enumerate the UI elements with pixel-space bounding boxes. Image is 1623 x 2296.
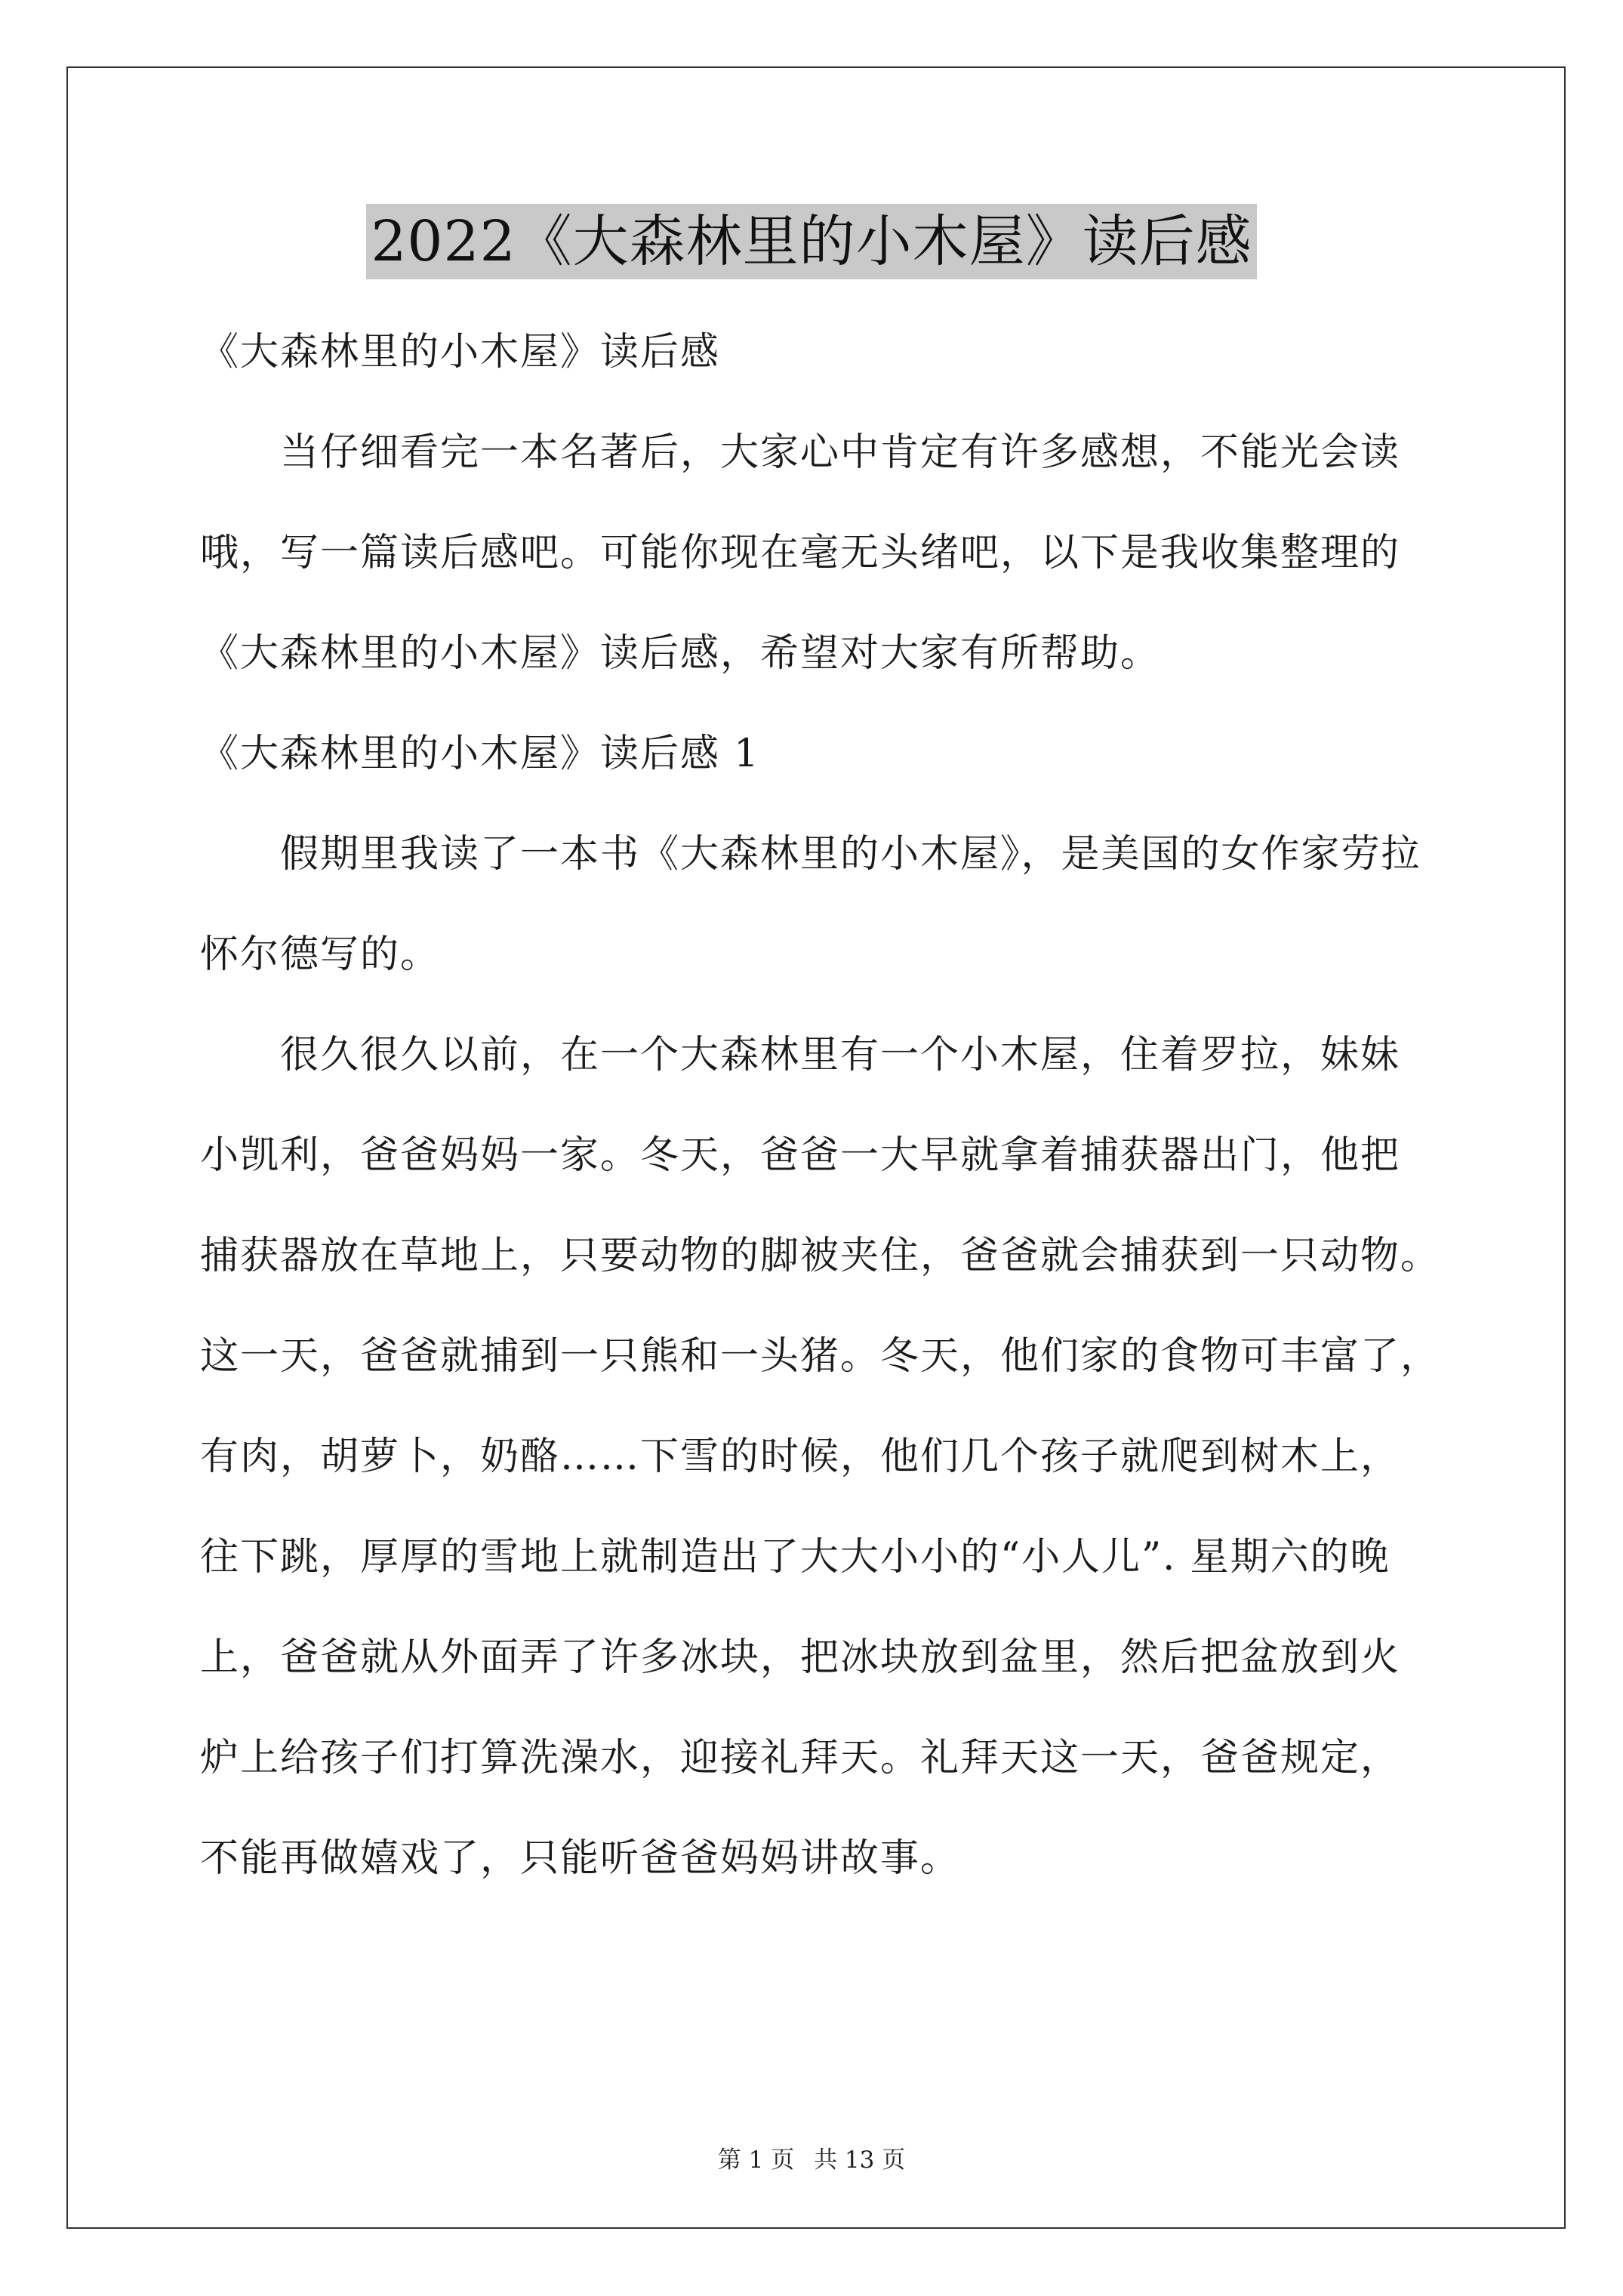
page-footer <box>0 2140 1623 2174</box>
paragraph-line: 炉上给孩子们打算洗澡水，迎接礼拜天。礼拜天这一天，爸爸规定， <box>200 1736 1401 1780</box>
section-heading: 《大森林里的小木屋》读后感 1 <box>200 732 760 776</box>
page-number-current: 第 1 页 <box>717 2147 795 2174</box>
paragraph-line: 这一天，爸爸就捕到一只熊和一头猪。冬天，他们家的食物可丰富了， <box>200 1334 1441 1379</box>
paragraph-line: 当仔细看完一本名著后，大家心中肯定有许多感想，不能光会读 <box>200 430 1401 475</box>
paragraph-line: 捕获器放在草地上，只要动物的脚被夹住，爸爸就会捕获到一只动物。 <box>200 1234 1441 1278</box>
heading-line: 《大森林里的小木屋》读后感 <box>200 330 721 374</box>
paragraph-line: 很久很久以前，在一个大森林里有一个小木屋，住着罗拉，妹妹 <box>200 1033 1401 1077</box>
paragraph-line: 哦，写一篇读后感吧。可能你现在毫无头绪吧，以下是我收集整理的 <box>200 531 1401 575</box>
paragraph-line: 不能再做嬉戏了，只能听爸爸妈妈讲故事。 <box>200 1836 961 1881</box>
paragraph-line: 怀尔德写的。 <box>200 932 441 977</box>
document-title: 2022《大森林里的小木屋》读后感 <box>366 204 1256 279</box>
paragraph-line: 有肉，胡萝卜，奶酪……下雪的时候，他们几个孩子就爬到树木上， <box>200 1435 1401 1479</box>
title-container <box>0 204 1623 279</box>
page-number-total: 共 13 页 <box>814 2147 906 2174</box>
paragraph-line: 《大森林里的小木屋》读后感，希望对大家有所帮助。 <box>200 631 1161 676</box>
document-body <box>200 302 1441 1909</box>
paragraph-line: 往下跳，厚厚的雪地上就制造出了大大小小的“小人儿”. 星期六的晚 <box>200 1535 1390 1579</box>
paragraph-line: 假期里我读了一本书《大森林里的小木屋》，是美国的女作家劳拉 <box>200 832 1421 877</box>
paragraph-line: 上，爸爸就从外面弄了许多冰块，把冰块放到盆里，然后把盆放到火 <box>200 1635 1401 1680</box>
paragraph-line: 小凯利，爸爸妈妈一家。冬天，爸爸一大早就拿着捕获器出门，他把 <box>200 1133 1401 1178</box>
